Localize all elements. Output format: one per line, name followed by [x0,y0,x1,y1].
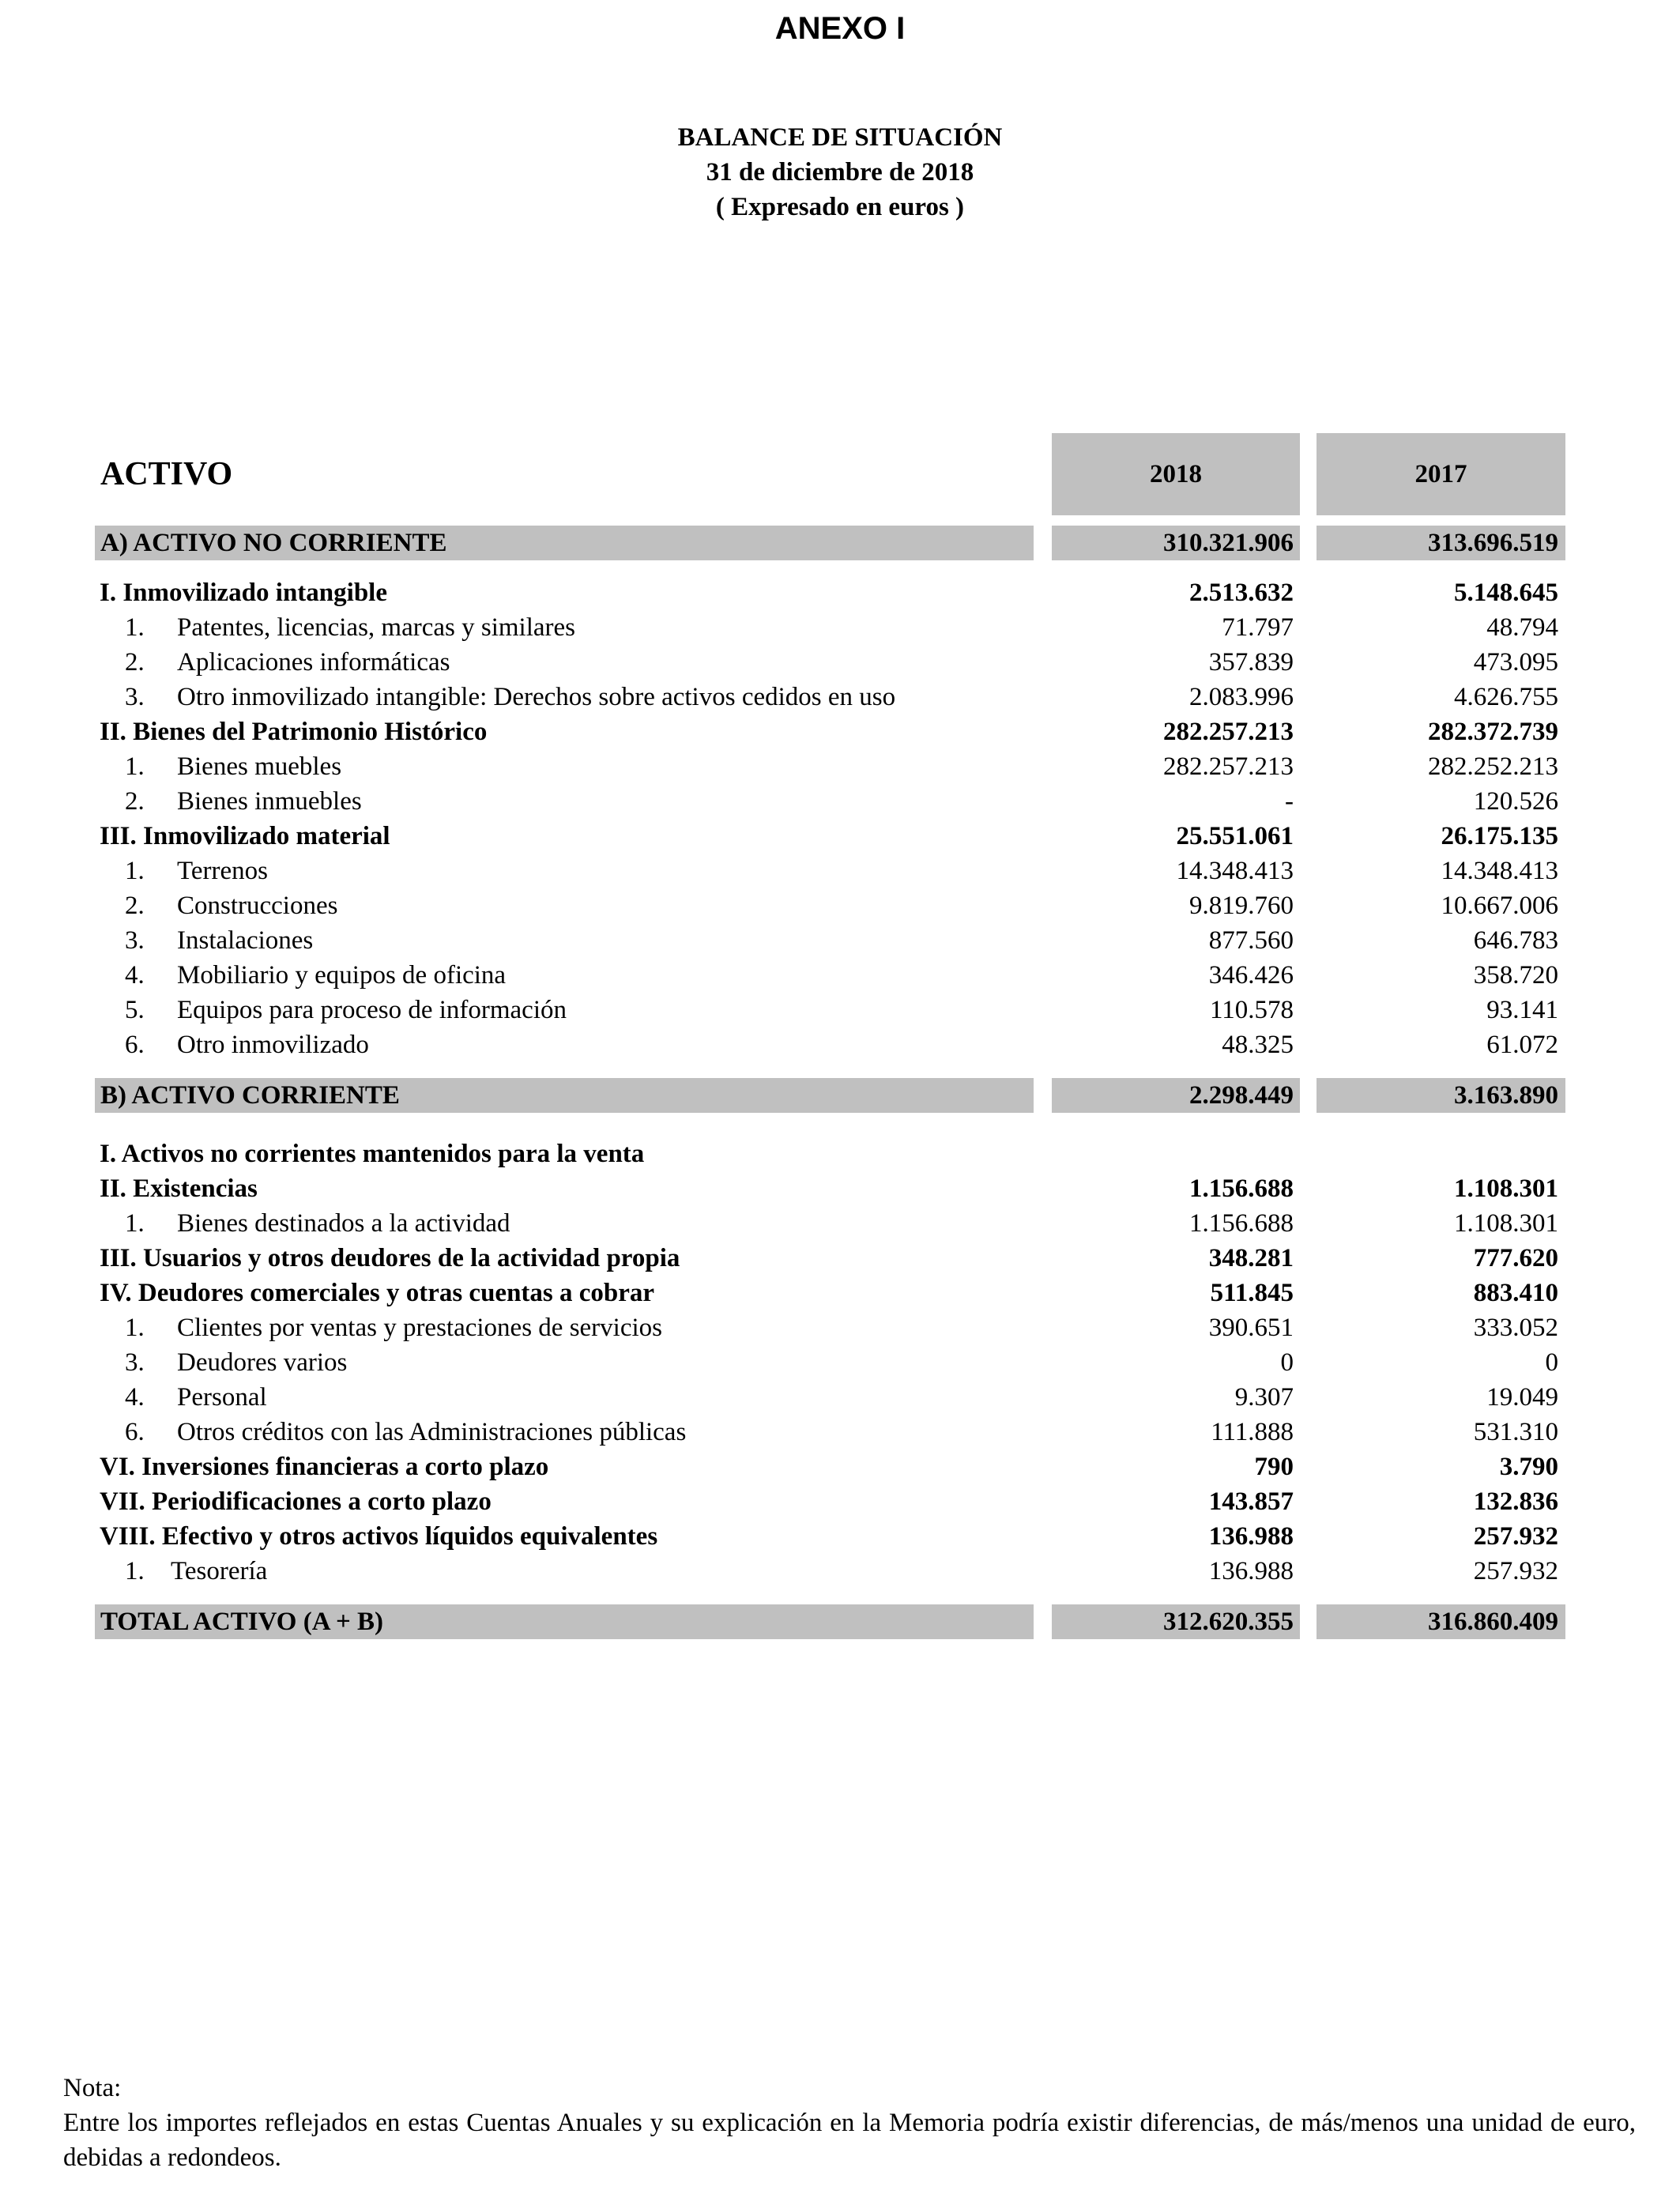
row-label: Instalaciones [177,926,314,955]
row-label: Bienes destinados a la actividad [177,1209,510,1238]
row-number: 6. [125,1418,145,1446]
footnote-text: Entre los importes reflejados en estas Cuentas Anuales y su explicación en la Memoria podría existir diferencias, de más/menos una unidad de euro, debidas a redondeos. [63,2109,1636,2172]
row-label: I. Activos no corrientes mantenidos para la venta [100,1140,645,1168]
row-label: III. Inmovilizado material [100,822,390,850]
item-row [0,1027,1680,1062]
value-2017: 257.932 [1473,1522,1558,1551]
value-2018: 110.578 [1209,996,1294,1024]
value-2017: 883.410 [1473,1279,1558,1307]
value-2018: 282.257.213 [1163,752,1294,781]
item-row [0,1415,1680,1449]
row-label: Bienes muebles [177,752,342,781]
row-number: 1. [125,1314,145,1342]
value-2017: 257.932 [1473,1557,1558,1585]
value-2018: 357.839 [1208,648,1294,677]
value-2018: 25.551.061 [1176,822,1294,850]
value-2017: 358.720 [1473,961,1558,990]
item-row [0,1380,1680,1415]
annex-title: ANEXO I [774,11,906,46]
value-2018: 790 [1254,1453,1294,1481]
value-2018: 9.819.760 [1189,892,1294,920]
value-2017: 4.626.755 [1454,683,1558,711]
row-number: 4. [125,1383,145,1412]
value-2018: 511.845 [1210,1279,1294,1307]
row-label: I. Inmovilizado intangible [100,579,387,607]
value-2018: 310.321.906 [1163,529,1294,557]
value-2017: 3.163.890 [1454,1081,1558,1110]
report-title: BALANCE DE SITUACIÓN [677,123,1003,152]
value-2018: 1.156.688 [1189,1174,1294,1203]
value-2017: 120.526 [1473,787,1558,816]
row-label: B) ACTIVO CORRIENTE [100,1081,400,1110]
item-row [0,1206,1680,1241]
group-row [0,1449,1680,1484]
value-2018: 14.348.413 [1176,857,1294,885]
group-row [0,1519,1680,1554]
item-row [0,610,1680,645]
item-row [0,888,1680,923]
row-label: Aplicaciones informáticas [177,648,450,677]
item-row [0,1345,1680,1380]
row-label: Otro inmovilizado [177,1031,369,1059]
group-row [0,714,1680,749]
item-row [0,784,1680,819]
value-2018: 346.426 [1208,961,1294,990]
value-2017: 1.108.301 [1454,1209,1558,1238]
value-2018: 282.257.213 [1163,718,1294,746]
value-2018: 9.307 [1234,1383,1294,1412]
value-2018: 1.156.688 [1189,1209,1294,1238]
group-row [0,1276,1680,1310]
value-2017: 777.620 [1473,1244,1558,1272]
value-2018: 312.620.355 [1163,1608,1294,1636]
item-row [0,645,1680,680]
value-2018: 348.281 [1208,1244,1294,1272]
value-2017: 48.794 [1486,613,1558,642]
row-label: Terrenos [177,857,268,885]
row-label: Patentes, licencias, marcas y similares [177,613,575,642]
value-2017: 132.836 [1473,1487,1558,1516]
section-row [0,1604,1680,1639]
footnote-title: Nota: [63,2074,122,2102]
value-2017: 5.148.645 [1454,579,1558,607]
item-row [0,993,1680,1027]
value-2017: 61.072 [1486,1031,1558,1059]
value-2018: 877.560 [1208,926,1294,955]
value-2017: 26.175.135 [1441,822,1558,850]
value-2017: 313.696.519 [1428,529,1558,557]
value-2018: 0 [1280,1348,1294,1377]
row-label: Mobiliario y equipos de oficina [177,961,507,990]
value-2018: 48.325 [1222,1031,1294,1059]
value-2018: 111.888 [1211,1418,1294,1446]
value-2017: 1.108.301 [1454,1174,1558,1203]
value-2017: 282.372.739 [1428,718,1558,746]
value-2017: 93.141 [1486,996,1558,1024]
item-row [0,1310,1680,1345]
item-row [0,958,1680,993]
item-row [0,680,1680,714]
row-number: 3. [125,683,145,711]
section-row [0,1078,1680,1113]
row-label: VIII. Efectivo y otros activos líquidos equivalentes [100,1522,658,1551]
row-label: VII. Periodificaciones a corto plazo [100,1487,492,1516]
group-row [0,819,1680,854]
row-label: Otro inmovilizado intangible: Derechos sobre activos cedidos en uso [177,683,896,711]
row-number: 1. [125,1557,145,1585]
value-2017: 0 [1545,1348,1558,1377]
row-label: Equipos para proceso de información [177,996,567,1024]
activo-title: ACTIVO [100,456,233,492]
value-2018: 2.513.632 [1189,579,1294,607]
row-label: Deudores varios [177,1348,348,1377]
group-row [0,1241,1680,1276]
value-2017: 473.095 [1473,648,1558,677]
group-row [0,1171,1680,1206]
report-currency: ( Expresado en euros ) [715,193,965,221]
year-header-2018: 2018 [1052,433,1300,515]
value-2018: 136.988 [1208,1522,1294,1551]
report-date: 31 de diciembre de 2018 [706,158,974,187]
value-2017: 316.860.409 [1428,1608,1558,1636]
item-row [0,854,1680,888]
value-2018: 143.857 [1208,1487,1294,1516]
row-label: Tesorería [171,1557,268,1585]
row-number: 1. [125,857,145,885]
row-number: 3. [125,1348,145,1377]
row-number: 2. [125,787,145,816]
value-2018: 136.988 [1208,1557,1294,1585]
value-2017: 10.667.006 [1441,892,1558,920]
year-header-2017: 2017 [1317,433,1565,515]
value-2018: 71.797 [1222,613,1294,642]
value-2017: 3.790 [1499,1453,1558,1481]
row-label: III. Usuarios y otros deudores de la actividad propia [100,1244,680,1272]
row-label: Otros créditos con las Administraciones públicas [177,1418,687,1446]
row-label: TOTAL ACTIVO (A + B) [100,1608,384,1636]
value-2018: 390.651 [1208,1314,1294,1342]
row-label: II. Existencias [100,1174,258,1203]
row-label: A) ACTIVO NO CORRIENTE [100,529,447,557]
row-label: Clientes por ventas y prestaciones de servicios [177,1314,662,1342]
item-row [0,1554,1680,1589]
row-number: 3. [125,926,145,955]
row-number: 4. [125,961,145,990]
row-number: 1. [125,752,145,781]
value-2017: 14.348.413 [1441,857,1558,885]
value-2017: 333.052 [1473,1314,1558,1342]
row-number: 2. [125,648,145,677]
row-label: II. Bienes del Patrimonio Histórico [100,718,488,746]
value-2018: 2.083.996 [1189,683,1294,711]
item-row [0,749,1680,784]
section-row [0,526,1680,560]
value-2017: 646.783 [1473,926,1558,955]
row-number: 1. [125,1209,145,1238]
item-row [0,923,1680,958]
row-number: 1. [125,613,145,642]
group-row [0,1484,1680,1519]
row-number: 6. [125,1031,145,1059]
row-label: IV. Deudores comerciales y otras cuentas a cobrar [100,1279,655,1307]
footnote [63,2071,1636,2175]
row-label: VI. Inversiones financieras a corto plazo [100,1453,549,1481]
group-row [0,1137,1680,1171]
value-2017: 282.252.213 [1428,752,1558,781]
value-2017: 19.049 [1486,1383,1558,1412]
row-label: Bienes inmuebles [177,787,362,816]
value-2018: - [1285,787,1294,816]
row-label: Construcciones [177,892,338,920]
value-2018: 2.298.449 [1189,1081,1294,1110]
value-2017: 531.310 [1473,1418,1558,1446]
group-row [0,575,1680,610]
row-label: Personal [177,1383,267,1412]
row-number: 2. [125,892,145,920]
row-number: 5. [125,996,145,1024]
